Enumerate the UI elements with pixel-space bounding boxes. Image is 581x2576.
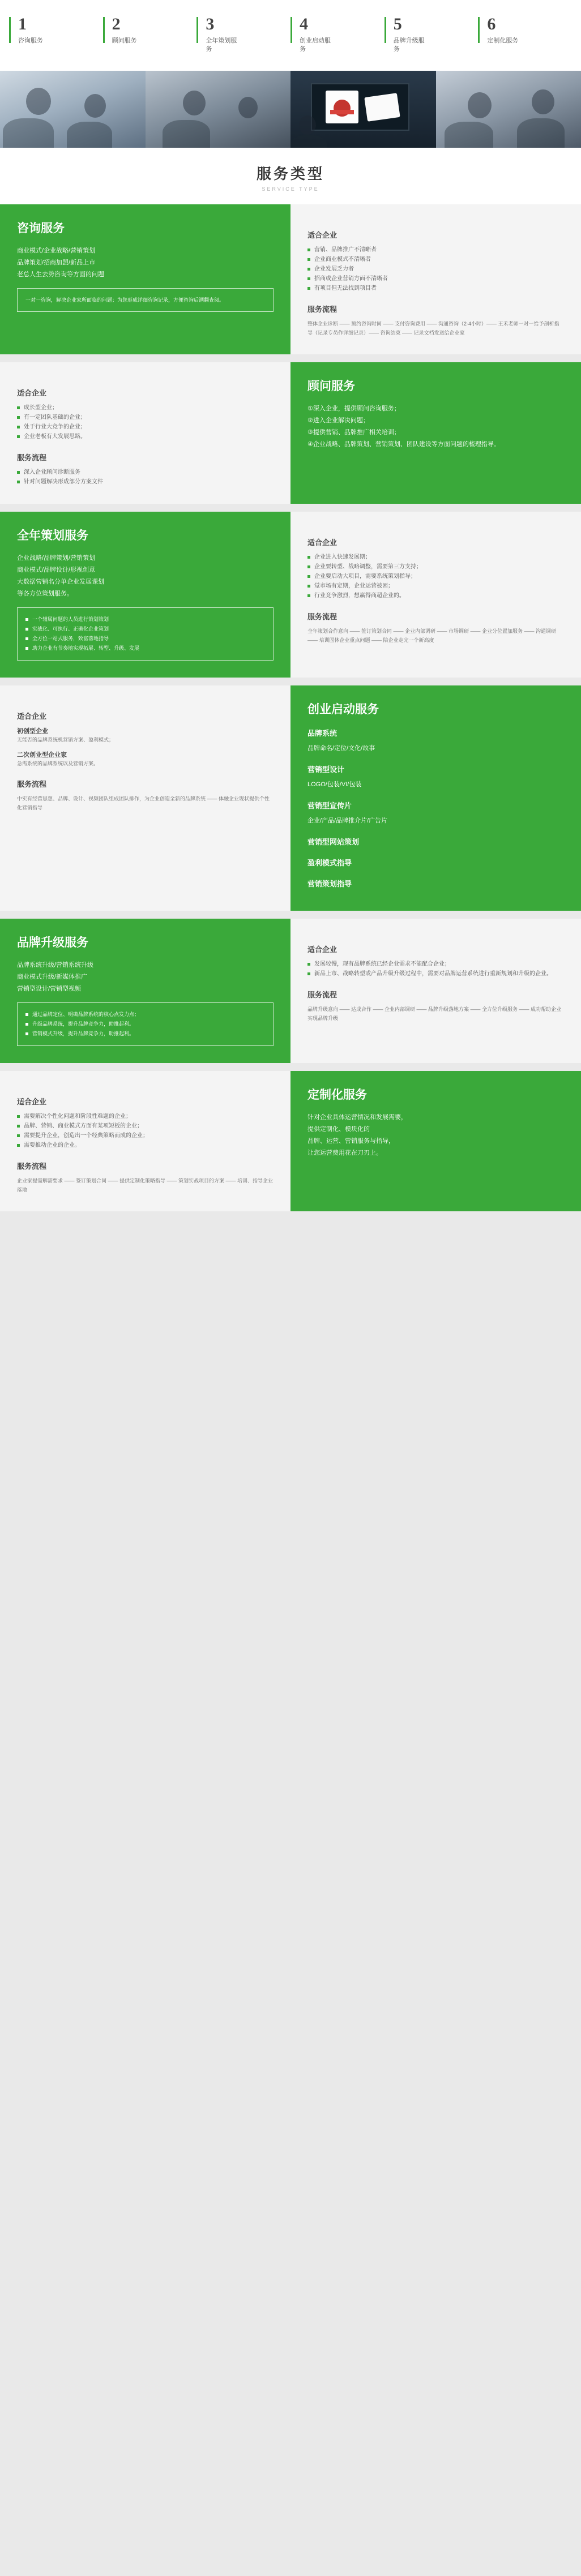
- startup-sub-heading: 营销型网站策划: [307, 838, 360, 846]
- topnav-item-4[interactable]: [290, 15, 385, 54]
- upgrade-feature-list: [17, 959, 274, 995]
- advisor-suitable-list: [17, 403, 274, 442]
- consulting-main-pane: [0, 204, 290, 354]
- flow-heading: 服务流程: [17, 453, 47, 462]
- consulting-detail-pane: [290, 204, 581, 354]
- block-annual: [0, 512, 581, 678]
- topnav-item-3[interactable]: [196, 15, 290, 54]
- list-item: 一个辅属问题的人员进行策划策划: [25, 615, 265, 624]
- list-item: 招商或企业营销方面不清晰者: [307, 274, 564, 284]
- custom-detail-pane: [0, 1071, 290, 1211]
- consulting-suitable-list: [307, 245, 564, 293]
- list-item: 升级品牌系统，提升品牌竞争力，助推起利。: [25, 1019, 265, 1029]
- startup-suitable-text-2: 急需系统的品牌系统以及营销方案。: [17, 761, 99, 766]
- list-item: 企业老板有大发展思路。: [17, 432, 274, 442]
- startup-sub-heading: 营销型设计: [307, 765, 345, 774]
- consulting-flow-text: 整体企业诊断 —— 预约咨询时间 —— 支付咨询费用 —— 沟通咨询（2-4小时）—— 王禾老师一对一给予剖析指导（记录专员作详细记录）—— 咨询结束 —— 记录文档发送给企业家: [307, 321, 559, 336]
- section-heading: [0, 148, 581, 204]
- startup-sub-text: LOGO/包装/VI/包装: [307, 781, 362, 788]
- topnav-label: 咨询服务: [18, 37, 43, 44]
- flow-heading: 服务流程: [17, 1162, 47, 1171]
- topnav-item-2[interactable]: [103, 15, 197, 54]
- suitable-heading: 适合企业: [17, 712, 47, 721]
- list-item: 企业商业模式不清晰者: [307, 255, 564, 264]
- list-item: 品牌、运营、营销服务与指导，: [307, 1138, 395, 1145]
- annual-note-list: [25, 615, 265, 653]
- upgrade-note-box: [17, 1002, 274, 1046]
- startup-sub-heading: 品牌系统: [307, 729, 338, 738]
- topnav-number: 2: [112, 15, 121, 33]
- list-item: 企业进入快速发展期；: [307, 552, 564, 562]
- top-numbered-nav: [0, 0, 581, 71]
- annual-suitable-list: [307, 552, 564, 601]
- startup-sub-heading: 盈利模式指导: [307, 859, 352, 867]
- flow-heading: 服务流程: [17, 780, 47, 788]
- list-item: 企业要启动大项目，需要系统策划指导；: [307, 572, 564, 581]
- accent-bar-icon: [290, 17, 292, 43]
- startup-main-pane: [290, 685, 581, 911]
- photo-band: [0, 71, 581, 148]
- list-item: 让您运营费用花在刀刃上。: [307, 1150, 382, 1156]
- list-item: 全方位一站式服务，致富落地指导: [25, 634, 265, 644]
- topnav-number: 5: [393, 15, 402, 33]
- list-item: 营销模式升级，提升品牌竞争力，助推起利。: [25, 1029, 265, 1039]
- list-item: 发展较慢，现有品牌系统已经企业需求不能配合企业；: [307, 959, 564, 969]
- annual-note-box: [17, 607, 274, 661]
- topnav-number: 4: [300, 15, 309, 33]
- photo-audience-right: [436, 71, 581, 148]
- startup-title: 创业启动服务: [307, 702, 379, 716]
- list-item: 成长型企业；: [17, 403, 274, 413]
- custom-flow-text: 企业家提需解需要求 —— 签订策划合同 —— 提供定制化策略指导 —— 策划实战项目的方案 —— 培训、指导企业落地: [17, 1178, 274, 1193]
- list-item: 商业模式/品牌设计/形视创意: [17, 567, 96, 573]
- photo-presentation-screen: [290, 71, 436, 148]
- list-item: 营销、品牌推广不清晰者: [307, 245, 564, 255]
- consulting-note-box: 一对一咨询，解决企业家所面临的问题；为您形成详细咨询记录，方便咨询后溯翻查阅。: [17, 288, 274, 312]
- advisor-title: 顾问服务: [307, 379, 355, 393]
- suitable-heading: 适合企业: [307, 538, 338, 547]
- upgrade-title: 品牌升级服务: [17, 936, 88, 949]
- list-item: 行业竞争激烈，想赢得商超企业的。: [307, 591, 564, 601]
- custom-suitable-list: [17, 1112, 274, 1150]
- list-item: ②进入企业解决问题；: [307, 417, 369, 424]
- slide-card-left: [326, 91, 358, 123]
- annual-flow-text: 全年策划合作意向 —— 签订策划合同 —— 企业内部调研 —— 市场调研 —— 企业分位置加服务 —— 沟通调研 —— 培训固体企业重点问题 —— 陪企业走完一个新高度: [307, 628, 557, 643]
- custom-title: 定制化服务: [307, 1088, 367, 1101]
- list-item: 老总人生去势咨询等方面的问题: [17, 271, 104, 278]
- list-item: 品牌系统升级/营销系统升级: [17, 962, 94, 968]
- list-item: 企业发展乏力者: [307, 264, 564, 274]
- block-custom: [0, 1071, 581, 1211]
- logo-circle-icon: [334, 100, 351, 117]
- list-item: 商业模式/企业战略/营销策划: [17, 247, 96, 254]
- section-subtitle: SERVICE TYPE: [262, 186, 319, 192]
- startup-suitable-text-1: 无能否的品牌系统机营销方案、盈利模式；: [17, 737, 114, 743]
- upgrade-suitable-list: [307, 959, 564, 979]
- upgrade-note-list: [25, 1010, 265, 1039]
- list-item: 针对企业具体运营情况和发展需要，: [307, 1114, 407, 1121]
- list-item: 助力企业有节奏地实现拓展、转型、升级、发展: [25, 644, 265, 653]
- annual-detail-pane: [290, 512, 581, 678]
- list-item: 需要推动企业的企业。: [17, 1141, 274, 1150]
- list-item: 处于行业大竞争的企业；: [17, 422, 274, 432]
- startup-sub-text: 品牌命名/定位/文化/故事: [307, 745, 375, 752]
- topnav-number: 6: [487, 15, 496, 33]
- list-item: 品牌、营销、商业模式方面有某项短板的企业；: [17, 1121, 274, 1131]
- advisor-main-pane: [290, 362, 581, 504]
- photo-meeting-left: [0, 71, 146, 148]
- advisor-flow-list: [17, 468, 274, 487]
- consulting-feature-list: [17, 245, 274, 280]
- annual-main-pane: [0, 512, 290, 678]
- custom-feature-list: [307, 1112, 564, 1159]
- list-item: 需要提升企业，创造出一个经典策略而成的企业；: [17, 1131, 274, 1141]
- list-item: 针对问题解决形成部分方案文件: [17, 477, 274, 487]
- list-item: ④企业战略、品牌策划、营销策划、团队建设等方面问题的梳理指导。: [307, 441, 500, 448]
- footer-spacer: [0, 1211, 581, 1221]
- list-item: 通过品牌定位、明确品牌系统的核心点发力点；: [25, 1010, 265, 1019]
- projector-screen: [311, 83, 409, 131]
- page-root: [0, 0, 581, 1221]
- block-advisor: [0, 362, 581, 504]
- custom-main-pane: [290, 1071, 581, 1211]
- upgrade-flow-text: 品牌升级意向 —— 达成合作 —— 企业内部调研 —— 品牌升级落地方案 —— 全方位升级服务 —— 成功帮助企业实现品牌升级: [307, 1006, 562, 1021]
- list-item: 品牌策划/招商加盟/新品上市: [17, 259, 96, 266]
- accent-bar-icon: [103, 17, 105, 43]
- topnav-item-6[interactable]: [478, 15, 572, 54]
- list-item: 企业战略/品牌策划/营销策划: [17, 555, 96, 562]
- list-item: ①深入企业，提供顾问咨询服务；: [307, 405, 400, 412]
- annual-title: 全年策划服务: [17, 529, 88, 542]
- block-consulting: [0, 204, 581, 354]
- slide-card-right: [365, 93, 400, 122]
- section-title: 服务类型: [256, 166, 324, 182]
- block-startup: [0, 685, 581, 911]
- suitable-heading: 适合企业: [17, 389, 47, 397]
- suitable-heading: 适合企业: [307, 231, 338, 239]
- startup-suitable-heading-1: 初创型企业: [17, 728, 48, 735]
- accent-bar-icon: [478, 17, 480, 43]
- topnav-item-5[interactable]: [385, 15, 479, 54]
- topnav-label: 定制化服务: [487, 37, 519, 44]
- list-item: 实战化、可执行、正确化企业策划: [25, 624, 265, 634]
- list-item: ③提供营销、品牌推广相关培训；: [307, 429, 400, 436]
- block-upgrade: [0, 919, 581, 1063]
- list-item: 新品上市、战略转型或产品升级升级过程中，需要对品牌运营系统进行重新规划和升级的企业。: [307, 969, 564, 979]
- topnav-label: 顾问服务: [112, 37, 137, 44]
- startup-sub-heading: 营销型宣传片: [307, 801, 352, 810]
- topnav-label: 全年策划服务: [206, 37, 237, 53]
- flow-heading: 服务流程: [307, 612, 338, 621]
- list-item: 有一定团队基础的企业；: [17, 413, 274, 422]
- topnav-label: 创业启动服务: [300, 37, 331, 53]
- flow-heading: 服务流程: [307, 991, 338, 999]
- topnav-number: 3: [206, 15, 215, 33]
- startup-sub-heading: 营销策划指导: [307, 880, 352, 888]
- upgrade-main-pane: [0, 919, 290, 1063]
- startup-detail-pane: [0, 685, 290, 911]
- startup-sub-text: 企业/产品/品牌推介片/广告片: [307, 817, 388, 824]
- consulting-title: 咨询服务: [17, 221, 65, 235]
- list-item: 觉市场有定期，企业运营被困；: [307, 581, 564, 591]
- advisor-feature-list: [307, 403, 564, 450]
- list-item: 有项目但无法找到项目者: [307, 284, 564, 293]
- list-item: 深入企业顾问诊断服务: [17, 468, 274, 477]
- accent-bar-icon: [196, 17, 198, 43]
- flow-heading: 服务流程: [307, 305, 338, 314]
- advisor-detail-pane: [0, 362, 290, 504]
- list-item: 企业要转型、战略调整，需要第三方支持；: [307, 562, 564, 572]
- list-item: 需要解决个性化问题和阶段性难题的企业；: [17, 1112, 274, 1121]
- list-item: 提供定制化、模块化的: [307, 1126, 370, 1133]
- upgrade-detail-pane: [290, 919, 581, 1063]
- accent-bar-icon: [385, 17, 386, 43]
- list-item: 等各方位策划服务。: [17, 590, 73, 597]
- accent-bar-icon: [9, 17, 11, 43]
- topnav-label: 品牌升级服务: [393, 37, 425, 53]
- annual-feature-list: [17, 552, 274, 599]
- list-item: 商业模式升级/新媒体推广: [17, 974, 88, 980]
- list-item: 营销型设计/营销型视频: [17, 985, 82, 992]
- topnav-item-1[interactable]: [9, 15, 103, 54]
- logo-text-bar: [330, 110, 354, 114]
- topnav-number: 1: [18, 15, 27, 33]
- suitable-heading: 适合企业: [307, 945, 338, 954]
- startup-flow-text: 中实有经营思想、品牌、设计、视频团队组成团队排作，为企业创造全新的品牌系统 —— 体融企业现状提供个性化营销指导: [17, 796, 270, 811]
- startup-suitable-heading-2: 二次创业型企业家: [17, 752, 67, 758]
- suitable-heading: 适合企业: [17, 1098, 47, 1106]
- photo-team-office: [146, 71, 291, 148]
- list-item: 大数据营销名分单企业发展课划: [17, 578, 104, 585]
